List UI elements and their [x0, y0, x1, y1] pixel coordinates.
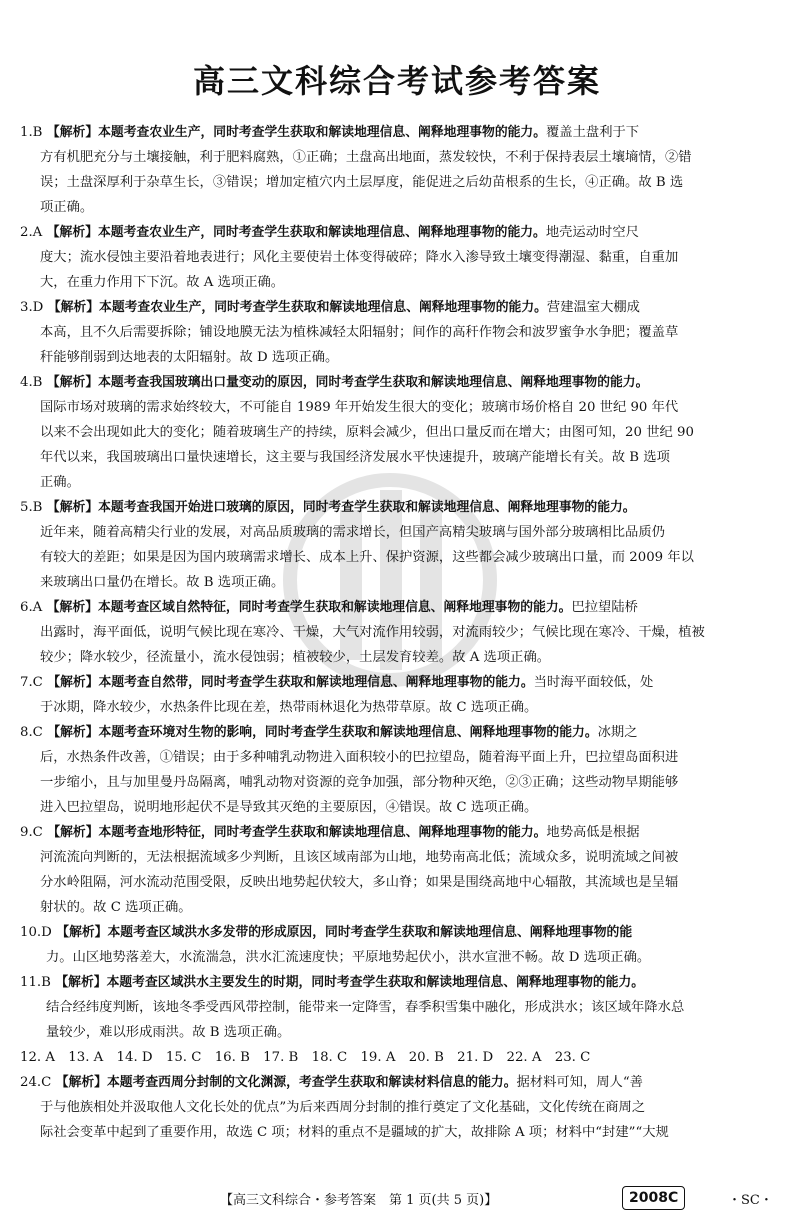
answer-lead: 本题考查农业生产，同时考查学生获取和解读地理信息、阐释地理事物的能力。: [99, 300, 547, 315]
analysis-tag: 【解析】: [51, 1075, 107, 1090]
answer-item: [20, 920, 780, 970]
answer-first-line: [20, 370, 780, 395]
answer-continuation: 分水岭阻隔，河水流动范围受限，反映出地势起伏较大，多山脊；如果是围绕高地中心辐散，其流域也是呈辐: [40, 875, 679, 890]
answer-text: 营建温室大棚成: [546, 300, 640, 315]
footer-page-info: 【高三文科综合・参考答案 第 1 页(共 5 页)】: [220, 1193, 498, 1208]
answer-text: 覆盖土盘利于下: [546, 125, 640, 140]
page-footer: [0, 1186, 794, 1212]
answer-continuation: 一步缩小，且与加里曼丹岛隔离，哺乳动物对资源的竞争加强，部分物种灭绝，②③正确；这些动物早期能够: [40, 775, 679, 790]
answer-first-line: [20, 820, 780, 845]
answer-text: 巴拉望陆桥: [571, 600, 638, 615]
answer-continuation: 射状的。故 C 选项正确。: [40, 900, 192, 915]
answer-number: 8.C: [20, 725, 43, 740]
answer-continuation: 国际市场对玻璃的需求始终较大，不可能自 1989 年开始发生很大的变化；玻璃市场价格自 20 世纪 90 年代: [40, 400, 679, 415]
answer-number: 10.D: [20, 925, 52, 940]
answer-number: 1.B: [20, 125, 43, 140]
answer-item: [20, 370, 780, 495]
answer-item: [20, 1070, 780, 1145]
answer-lead: 本题考查区域洪水多发带的形成原因，同时考查学生获取和解读地理信息、阐释地理事物的能: [107, 925, 633, 940]
answer-continuation: 以来不会出现如此大的变化；随着玻璃生产的持续，原料会减少，但出口量反而在增大；由图可知，20 世纪 90: [40, 425, 694, 440]
answer-item: [20, 670, 780, 720]
answer-lead: 本题考查区域自然特征，同时考查学生获取和解读地理信息、阐释地理事物的能力。: [97, 600, 572, 615]
answer-lead: 本题考查我国玻璃出口量变动的原因，同时考查学生获取和解读地理信息、阐释地理事物的能力。: [98, 375, 649, 390]
answer-item: [20, 495, 780, 595]
answer-number: 9.C: [20, 825, 43, 840]
answer-number: 4.B: [20, 375, 43, 390]
page-title: 高三文科综合考试参考答案: [192, 62, 601, 100]
analysis-tag: 【解析】: [43, 300, 100, 315]
answer-number: 6.A: [20, 600, 43, 615]
answer-lead: 本题考查自然带，同时考查学生获取和解读地理信息、阐释地理事物的能力。: [98, 675, 534, 690]
footer-exam-code: 2008C: [622, 1186, 685, 1210]
answer-continuation: 量较少，难以形成雨洪。故 B 选项正确。: [46, 1025, 291, 1040]
analysis-tag: 【解析】: [42, 825, 99, 840]
answer-continuation: 项正确。: [40, 200, 94, 215]
answer-text: 据材料可知，周人“善: [516, 1075, 643, 1090]
answer-lead: 本题考查地形特征，同时考查学生获取和解读地理信息、阐释地理事物的能力。: [98, 825, 547, 840]
answer-lead: 本题考查农业生产，同时考查学生获取和解读地理信息、阐释地理事物的能力。: [97, 225, 546, 240]
answer-continuation: 年代以来，我国玻璃出口量快速增长，这主要与我国经济发展水平快速提升，玻璃产能增长有关。故 B 选项: [40, 450, 670, 465]
answer-number: 5.B: [20, 500, 43, 515]
answer-number: 7.C: [20, 675, 43, 690]
answer-first-line: [20, 720, 780, 745]
answer-first-line: [20, 970, 780, 995]
answer-first-line: [20, 220, 780, 245]
answer-first-line: [20, 120, 780, 145]
answer-continuation: 进入巴拉望岛，说明地形起伏不是导致其灭绝的主要原因，④错误。故 C 选项正确。: [40, 800, 538, 815]
answer-item: [20, 970, 780, 1045]
answer-first-line: [20, 595, 780, 620]
answer-continuation: 方有机肥充分与土壤接触，利于肥料腐熟，①正确；土盘高出地面，蒸发较快，不利于保持表层土壤墒情，②错: [40, 150, 692, 165]
answer-continuation: 误；土盘深厚利于杂草生长，③错误；增加定植穴内土层厚度，能促进之后幼苗根系的生长，④正确。故 B 选: [40, 175, 684, 190]
answer-number: 11.B: [20, 975, 51, 990]
answer-continuation: 于冰期，降水较少，水热条件比现在差，热带雨林退化为热带草原。故 C 选项正确。: [40, 700, 538, 715]
answer-continuation: 正确。: [40, 475, 80, 490]
analysis-tag: 【解析】: [50, 975, 107, 990]
analysis-tag: 【解析】: [42, 500, 99, 515]
answer-continuation: 有较大的差距；如果是因为国内玻璃需求增长、成本上升、保护资源，这些都会减少玻璃出口量，而 2009 年以: [40, 550, 694, 565]
answer-continuation: 近年来，随着高精尖行业的发展，对高品质玻璃的需求增长，但国产高精尖玻璃与国外部分玻璃相比品质仍: [40, 525, 665, 540]
answer-continuation: 力。山区地势落差大，水流湍急，洪水汇流速度快；平原地势起伏小，洪水宣泄不畅。故 D 选项正确。: [46, 950, 651, 965]
answer-first-line: [20, 920, 780, 945]
answer-continuation: 本高，且不久后需要拆除；铺设地膜无法为植株减轻太阳辐射；间作的高秆作物会和波罗蜜争水争肥；覆盖草: [40, 325, 679, 340]
answer-item: [20, 595, 780, 670]
answer-continuation: 度大；流水侵蚀主要沿着地表进行；风化主要使岩土体变得破碎；降水入渗导致土壤变得潮湿、黏重，自重加: [40, 250, 679, 265]
answer-number: 24.C: [20, 1075, 52, 1090]
answer-first-line: [20, 495, 780, 520]
answer-text: 当时海平面较低，处: [533, 675, 654, 690]
answers-row: 12. A 13. A 14. D 15. C 16. B 17. B 18. C 19. A 20. B 21. D 22. A 23. C: [20, 1050, 591, 1065]
answer-lead: 本题考查农业生产，同时考查学生获取和解读地理信息、阐释地理事物的能力。: [98, 125, 547, 140]
answer-item: [20, 120, 780, 220]
answer-continuation: 后，水热条件改善，①错误；由于多种哺乳动物进入面积较小的巴拉望岛，随着海平面上升，巴拉望岛面积进: [40, 750, 679, 765]
answer-first-line: [20, 295, 780, 320]
answer-continuation: 河流流向判断的，无法根据流域多少判断，且该区域南部为山地，地势南高北低；流域众多，说明流域之间被: [40, 850, 679, 865]
analysis-tag: 【解析】: [42, 725, 99, 740]
answer-text: 地壳运动时空尺: [545, 225, 639, 240]
analysis-tag: 【解析】: [42, 600, 98, 615]
answer-item: [20, 295, 780, 370]
answer-number: 3.D: [20, 300, 44, 315]
answer-continuation: 大，在重力作用下下沉。故 A 选项正确。: [40, 275, 285, 290]
answer-continuation: 来玻璃出口量仍在增长。故 B 选项正确。: [40, 575, 285, 590]
answer-lead: 本题考查区域洪水主要发生的时期，同时考查学生获取和解读地理信息、阐释地理事物的能力。: [106, 975, 645, 990]
answer-lead: 本题考查西周分封制的文化渊源，考查学生获取和解读材料信息的能力。: [106, 1075, 517, 1090]
answer-lead: 本题考查环境对生物的影响，同时考查学生获取和解读地理信息、阐释地理事物的能力。: [98, 725, 598, 740]
answer-continuation: 较少；降水较少，径流量小，流水侵蚀弱；植被较少，土层发育较差。故 A 选项正确。: [40, 650, 551, 665]
analysis-tag: 【解析】: [42, 125, 99, 140]
answer-text: 地势高低是根据: [546, 825, 640, 840]
answer-continuation: 出露时，海平面低，说明气候比现在寒冷、干燥，大气对流作用较弱，对流雨较少；气候比现在寒冷、干燥，植被: [40, 625, 705, 640]
analysis-tag: 【解析】: [42, 375, 99, 390]
answer-continuation: 秆能够削弱到达地表的太阳辐射。故 D 选项正确。: [40, 350, 339, 365]
answer-text: 冰期之: [597, 725, 638, 740]
answer-continuation: 际社会变革中起到了重要作用，故选 C 项；材料的重点不是疆域的扩大，故排除 A 项；材料中“封建”“大规: [40, 1125, 669, 1140]
answer-list: [20, 120, 780, 1145]
answer-continuation: 结合经纬度判断，该地冬季受西风带控制，能带来一定降雪，春季积雪集中融化，形成洪水；该区域年降水总: [46, 1000, 685, 1015]
answer-continuation: 于与他族相处并汲取他人文化长处的优点”为后来西周分封制的推行奠定了文化基础，文化传统在商周之: [40, 1100, 646, 1115]
footer-sc-mark: ・SC・: [728, 1193, 773, 1208]
analysis-tag: 【解析】: [51, 925, 108, 940]
analysis-tag: 【解析】: [42, 675, 99, 690]
analysis-tag: 【解析】: [42, 225, 98, 240]
answer-lead: 本题考查我国开始进口玻璃的原因，同时考查学生获取和解读地理信息、阐释地理事物的能力。: [98, 500, 636, 515]
answer-first-line: [20, 670, 780, 695]
answer-number: 2.A: [20, 225, 43, 240]
answer-item: [20, 720, 780, 820]
answer-item: [20, 220, 780, 295]
answer-first-line: [20, 1070, 780, 1095]
answer-item: [20, 820, 780, 920]
